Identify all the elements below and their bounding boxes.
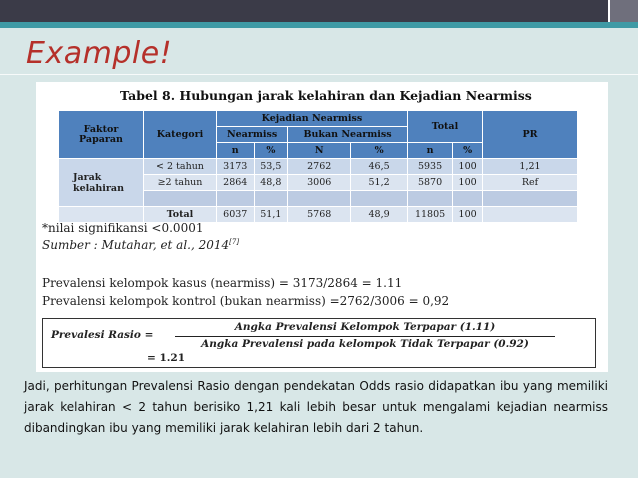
cell: 3173 bbox=[217, 159, 255, 175]
formula-denominator: Angka Prevalensi pada kelompok Tidak Terpapar (0.92) bbox=[201, 338, 529, 350]
cell: 5935 bbox=[407, 159, 452, 175]
fraction-line bbox=[175, 336, 555, 337]
significance-note: *nilai signifikansi <0.0001 bbox=[42, 221, 204, 235]
top-bar bbox=[0, 0, 638, 22]
cell: 6037 bbox=[217, 207, 255, 223]
header-percent: % bbox=[351, 143, 408, 159]
cell: 48,9 bbox=[351, 207, 408, 223]
table-caption: Tabel 8. Hubungan jarak kelahiran dan Kejadian Nearmiss bbox=[120, 88, 532, 103]
header-n: n bbox=[407, 143, 452, 159]
cell-empty bbox=[453, 191, 483, 207]
prevalence-ratio-formula bbox=[42, 318, 596, 368]
header-bukan-nearmiss: Bukan Nearmiss bbox=[288, 127, 408, 143]
cell: 46,5 bbox=[351, 159, 408, 175]
header-total: Total bbox=[407, 111, 482, 143]
cell-empty bbox=[288, 191, 351, 207]
cell-empty bbox=[407, 191, 452, 207]
data-table bbox=[58, 110, 578, 223]
cell-pr bbox=[483, 207, 578, 223]
row-factor: Jarak kelahiran bbox=[59, 159, 144, 207]
header-faktor: Faktor Paparan bbox=[59, 111, 144, 159]
cell: 5870 bbox=[407, 175, 452, 191]
prevalence-control: Prevalensi kelompok kontrol (bukan nearmiss) =2762/3006 = 0,92 bbox=[42, 294, 450, 308]
formula-label: Prevalesi Rasio = bbox=[51, 329, 154, 341]
header-pr: PR bbox=[483, 111, 578, 159]
cell: 100 bbox=[453, 175, 483, 191]
table-figure bbox=[36, 82, 608, 372]
table-row bbox=[59, 159, 578, 175]
cell-pr: Ref bbox=[483, 175, 578, 191]
header-kejadian: Kejadian Nearmiss bbox=[217, 111, 408, 127]
accent-stripe bbox=[0, 22, 638, 28]
cell-pr: 1,21 bbox=[483, 159, 578, 175]
header-n: N bbox=[288, 143, 351, 159]
cell-empty bbox=[217, 191, 255, 207]
cell-empty bbox=[254, 191, 288, 207]
header-percent: % bbox=[254, 143, 288, 159]
cell-total-label: Total bbox=[144, 207, 217, 223]
header-nearmiss: Nearmiss bbox=[217, 127, 288, 143]
prevalence-case: Prevalensi kelompok kasus (nearmiss) = 3173/2864 = 1.11 bbox=[42, 276, 403, 290]
cell: 51,1 bbox=[254, 207, 288, 223]
header-kategori: Kategori bbox=[144, 111, 217, 159]
cell: 53,5 bbox=[254, 159, 288, 175]
formula-result: = 1.21 bbox=[147, 352, 186, 364]
cell: 48,8 bbox=[254, 175, 288, 191]
cell: 100 bbox=[453, 159, 483, 175]
header-n: n bbox=[217, 143, 255, 159]
cell: 51,2 bbox=[351, 175, 408, 191]
cell: 100 bbox=[453, 207, 483, 223]
cell: 2762 bbox=[288, 159, 351, 175]
slide-title: Example! bbox=[26, 36, 173, 71]
source-text: Sumber : Mutahar, et al., 2014 bbox=[42, 238, 230, 252]
cell: 11805 bbox=[407, 207, 452, 223]
top-bar-corner bbox=[608, 0, 638, 22]
title-divider bbox=[0, 74, 638, 75]
cell-empty bbox=[483, 191, 578, 207]
cell: 2864 bbox=[217, 175, 255, 191]
cell-empty bbox=[351, 191, 408, 207]
header-percent: % bbox=[453, 143, 483, 159]
cell: 5768 bbox=[288, 207, 351, 223]
cell: 3006 bbox=[288, 175, 351, 191]
conclusion-text: Jadi, perhitungan Prevalensi Rasio dengan pendekatan Odds rasio didapatkan ibu yang memiliki jarak kelahiran < 2 tahun berisiko 1,21 kali lebih besar untuk mengalami kejadian nearmiss dibandingkan ibu yang memiliki jarak kelahiran lebih dari 2 tahun. bbox=[24, 379, 608, 435]
source-citation bbox=[42, 238, 239, 252]
source-ref: [7] bbox=[229, 238, 240, 246]
cell-kategori: < 2 tahun bbox=[144, 159, 217, 175]
cell-empty bbox=[144, 191, 217, 207]
cell-kategori: ≥2 tahun bbox=[144, 175, 217, 191]
formula-numerator: Angka Prevalensi Kelompok Terpapar (1.11) bbox=[234, 321, 496, 333]
